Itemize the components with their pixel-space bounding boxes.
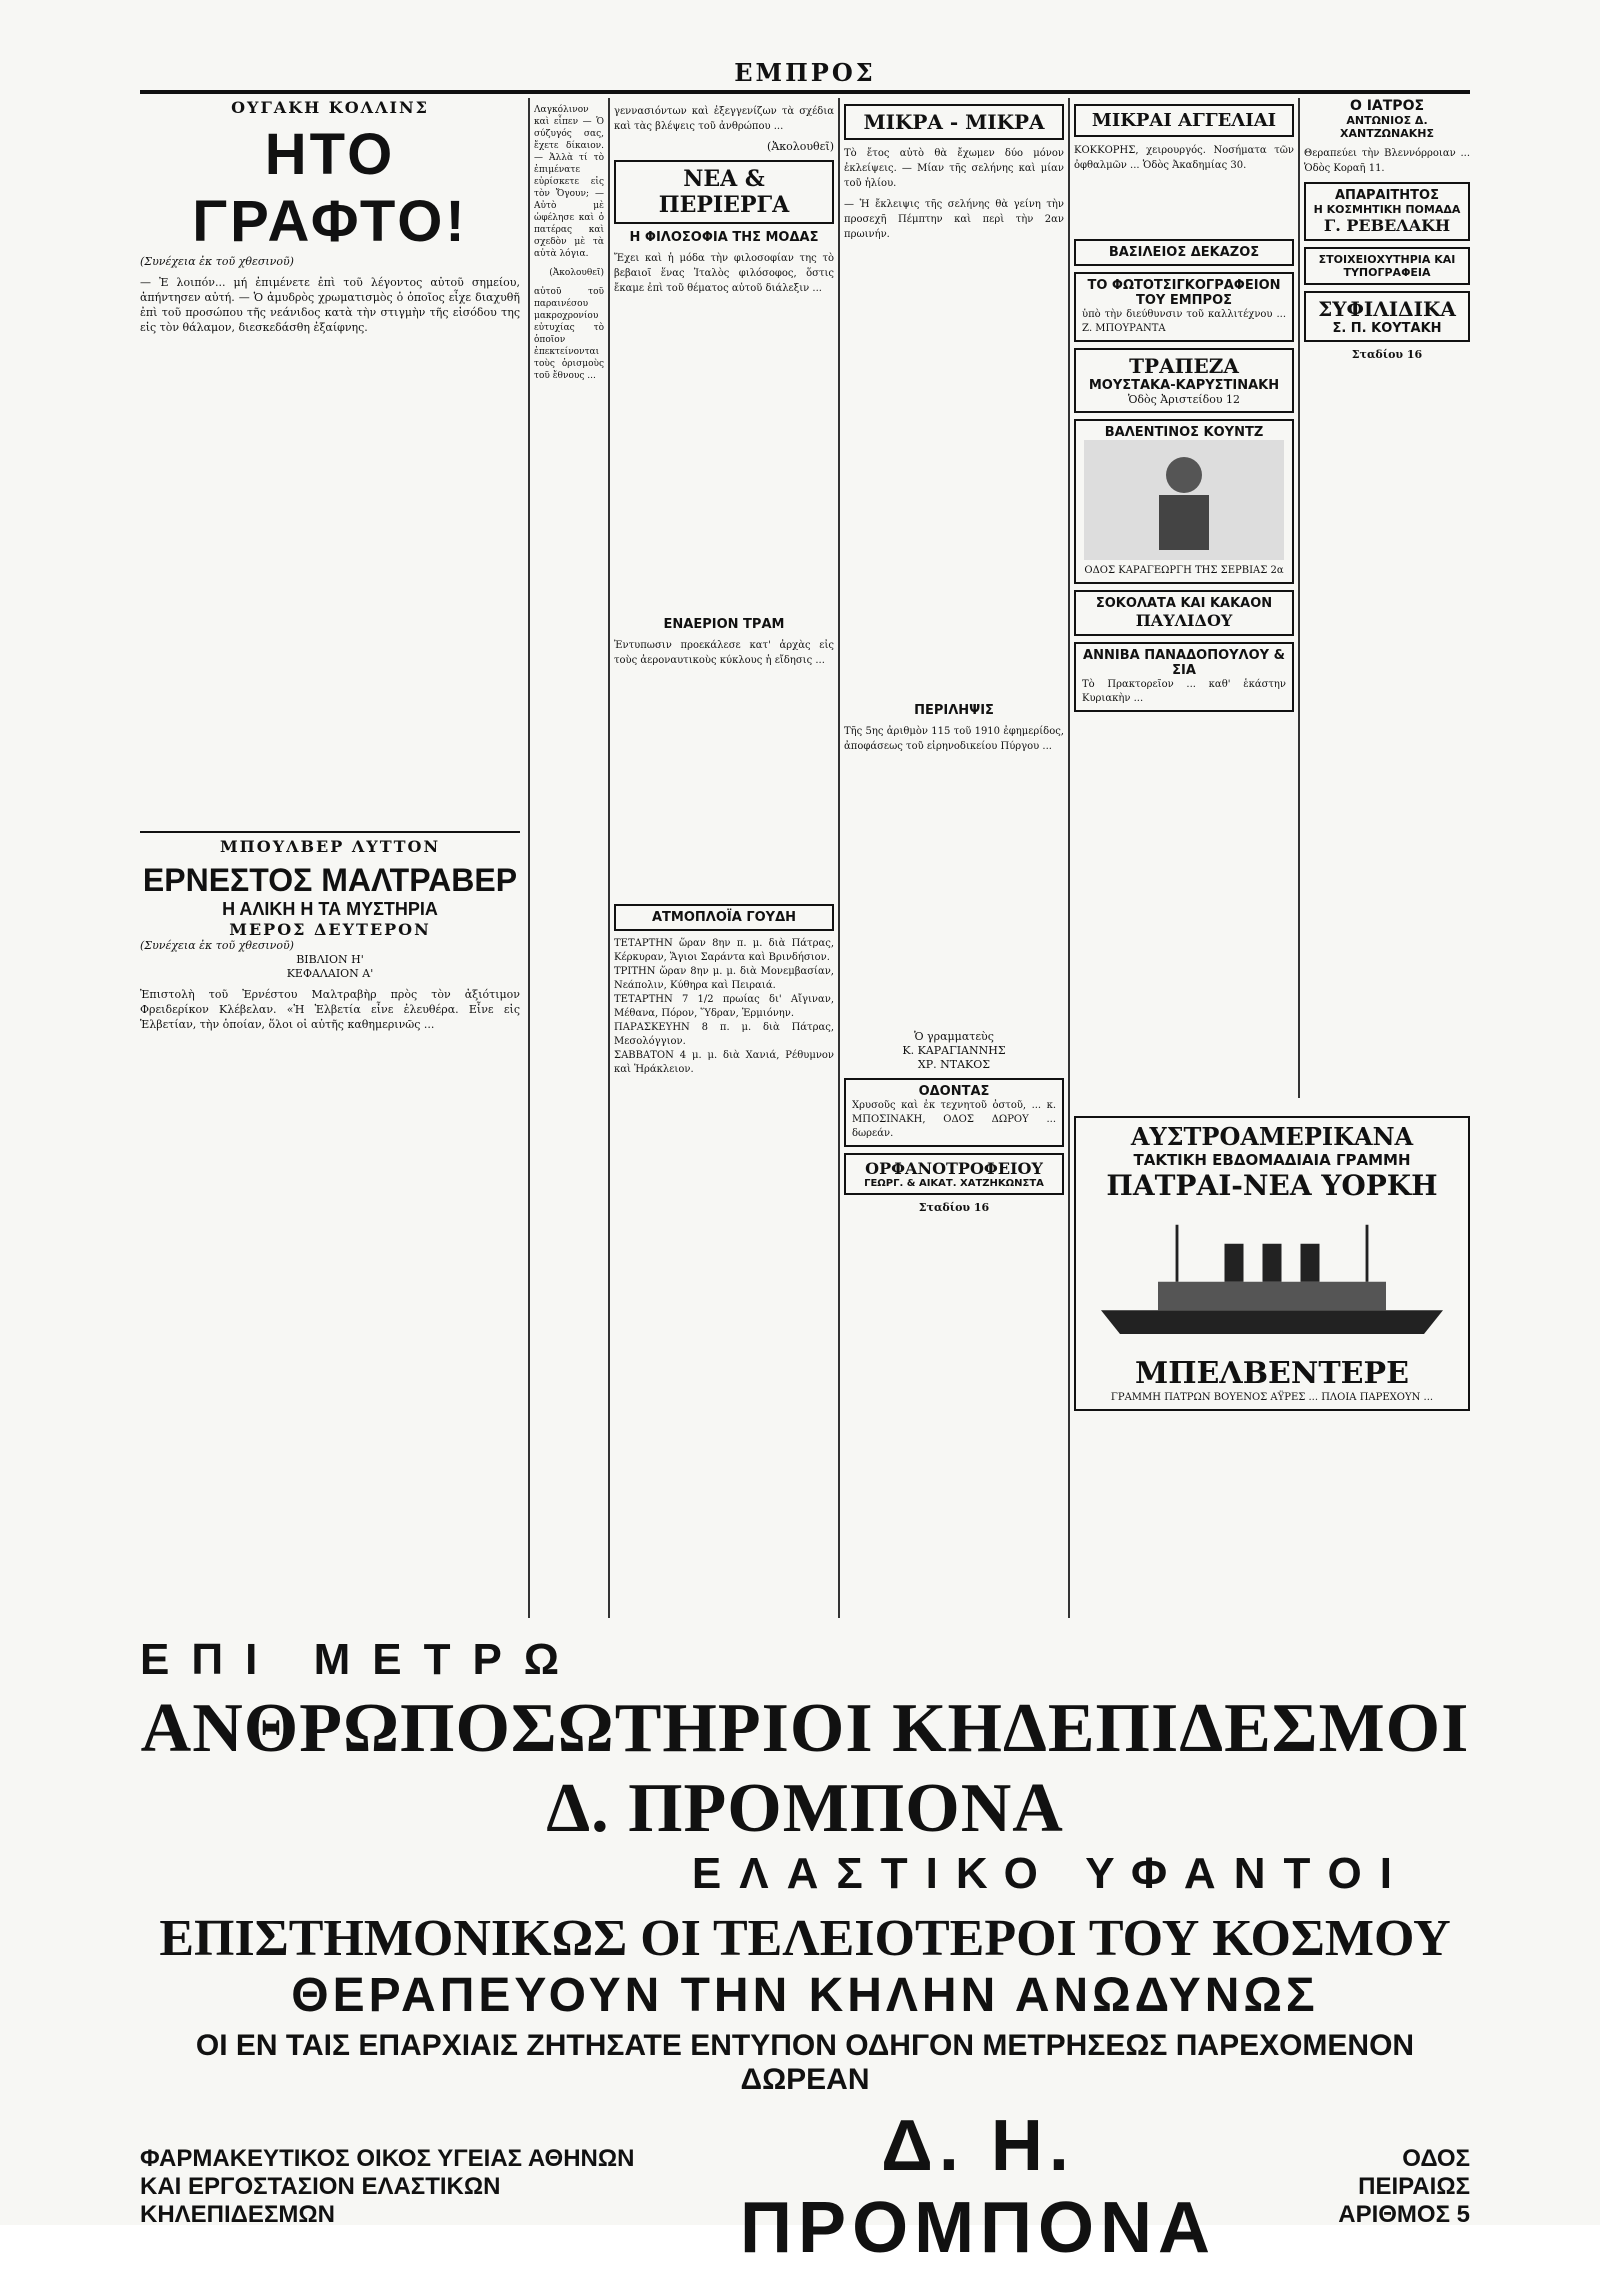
serial2-continued: (Συνέχεια ἐκ τοῦ χθεσινοῦ) (140, 939, 294, 952)
banner-line3: ΕΛΑΣΤΙΚΟ ΥΦΑΝΤΟΙ (691, 1849, 1410, 1898)
banner-factory: ΚΑΙ ΕΡΓΟΣΤΑΣΙΟΝ ΕΛΑΣΤΙΚΩΝ ΚΗΛΕΠΙΔΕΣΜΩΝ (140, 2173, 501, 2228)
orphanage-ad (844, 1153, 1064, 1195)
briefs-text2: — Ἡ ἔκλειψις τῆς σελήνης θὰ γείνη τὴν προσεχῆ Πέμπτην καὶ περὶ τὴν 2αν πρωινήν. (844, 199, 1064, 240)
orthopedic-heading: ΒΑΛΕΝΤΙΝΟΣ ΚΟΥΝΤΖ (1104, 425, 1264, 440)
column-serial-continued (534, 98, 604, 1618)
shipping-item: ΤΡΙΤΗΝ ὥραν 8ην μ. μ. διὰ Μονεμβασίαν, Νεάπολιν, Κύθηρα καὶ Πειραιά. (614, 966, 834, 991)
doctor-text: Θεραπεύει τὴν Βλεννόρροιαν ... Ὁδὸς Κοραῆ 11. (1304, 148, 1470, 174)
small-ads-heading: ΜΙΚΡΑΙ ΑΓΓΕΛΙΑΙ (1091, 110, 1277, 131)
steamship-icon (1082, 1202, 1462, 1352)
briefs-text3: Τῆς 5ης ἀριθμὸν 115 τοῦ 1910 ἐφημερίδος, ἀποφάσεως τοῦ εἰρηνοδικείου Πύργου ... (844, 726, 1064, 752)
banner-line6: ΟΙ ΕΝ ΤΑΙΣ ΕΠΑΡΧΙΑΙΣ ΖΗΤΗΣΑΤΕ ΕΝΤΥΠΟΝ ΟΔΗΓΟΝ ΜΕΤΡΗΣΕΩΣ ΠΑΡΕΧΟΜΕΝΟΝ ΔΩΡΕΑΝ (195, 2029, 1415, 2096)
signature-name: Κ. ΚΑΡΑΓΙΑΝΝΗΣ (902, 1044, 1006, 1057)
chocolate-heading: ΣΟΚΟΛΑΤΑ ΚΑΙ ΚΑΚΑΟΝ (1095, 596, 1273, 611)
serial-closing: (Ἀκολουθεῖ) (549, 268, 604, 278)
shipping-company-ad (1074, 642, 1294, 712)
column-divider (528, 98, 530, 1618)
small-ads-heading-box (1074, 104, 1294, 137)
steamship-box (1074, 1116, 1470, 1411)
column-small-ads (1074, 98, 1294, 1098)
shipping-company-heading: ΑΝΝΙΒΑ ΠΑΝΑΔΟΠΟΥΛΟΥ & ΣΙΑ (1083, 648, 1285, 678)
syphilis-ad (1304, 291, 1470, 342)
steamship-sub: ΤΑΚΤΙΚΗ ΕΒΔΟΜΑΔΙΑΙΑ ΓΡΑΜΜΗ (1133, 1151, 1411, 1169)
signature-title: Ὁ γραμματεὺς (914, 1030, 994, 1043)
banner-brand: Δ. Η. ΠΡΟΜΠΟΝΑ (740, 2106, 1217, 2268)
column-divider (608, 98, 610, 1618)
bottom-banner-ad (140, 1635, 1470, 2268)
photo-studio-heading: ΤΟ ΦΩΤΟΤΣΙΓΚΟΓΡΑΦΕΙΟΝ ΤΟΥ ΕΜΠΡΟΣ (1087, 278, 1281, 308)
banner-line5: ΘΕΡΑΠΕΥΟΥΝ ΤΗΝ ΚΗΛΗΝ ΑΝΩΔΥΝΩΣ (291, 1969, 1319, 2022)
serial-text: — Ἐ λοιπόν... μή ἐπιμένετε ἐπὶ τοῦ λέγοντος αὐτοῦ σημείου, ἀπήντησεν αὐτή. — Ὁ ἀμυδρὸς χρωματισμὸς ὁ ὁποῖος εἶχε διαχυθῆ ἐπὶ τοῦ προσώπου τῆς νεάνιδος κατὰ τὴν στιγμὴν τῆς εἰσόδου της εἰς τὸν θάλαμον, διεσκεδάσθη ἐξαίφνης. (140, 276, 520, 334)
pomade-heading: ΑΠΑΡΑΙΤΗΤΟΣ (1335, 188, 1439, 203)
steamship-name: ΜΠΕΛΒΕΝΤΕΡΕ (1135, 1356, 1409, 1391)
masthead-rule (140, 90, 1470, 94)
serial-author: ΟΥΓΑΚΗ ΚΟΛΛΙΝΣ (231, 98, 429, 117)
dental-heading: ΟΔΟΝΤΑΣ (918, 1084, 990, 1099)
bank-address: Ὁδὸς Ἀριστείδου 12 (1127, 393, 1241, 406)
dekazos-heading: ΒΑΣΙΛΕΙΟΣ ΔΕΚΑΖΟΣ (1108, 245, 1260, 260)
column-divider (838, 98, 840, 1618)
serial2-part: ΜΕΡΟΣ ΔΕΥΤΕΡΟΝ (229, 920, 431, 939)
stadium-address: Σταδίου 16 (918, 1201, 990, 1214)
news-text3: Ἐντυπωσιν προεκάλεσε κατ' ἀρχὰς εἰς τοὺς ἀεροναυτικοὺς κύκλους ἡ εἴδησις ... (614, 640, 834, 666)
briefs-text1: Τὸ ἔτος αὐτὸ θὰ ἔχωμεν δύο μόνον ἐκλείψεις. — Μίαν τῆς σελήνης καὶ μίαν τοῦ ἡλίου. (844, 148, 1064, 189)
doctor-heading: Ο ΙΑΤΡΟΣ (1349, 98, 1425, 114)
shipping-item: ΣΑΒΒΑΤΟΝ 4 μ. μ. διὰ Χανιά, Ρέθυμνον καὶ Ἡράκλειον. (614, 1050, 834, 1075)
dental-ad (844, 1078, 1064, 1147)
portrait-icon (1082, 440, 1286, 560)
syphilis-doctor: Σ. Π. ΚΟΥΤΑΚΗ (1332, 321, 1442, 336)
typefoundry-heading: ΣΤΟΙΧΕΙΟΧΥΤΗΡΙΑ ΚΑΙ ΤΥΠΟΓΡΑΦΕΙΑ (1318, 253, 1456, 279)
serial2-text: Ἐπιστολὴ τοῦ Ἐρνέστου Μαλτραβὴρ πρὸς τὸν ἀξιότιμον Φρειδερίκον Κλέβελαν. «Ἡ Ἑλβετία εἶνε ἐλευθέρα. Εἶνε εἰς Ἑλβετίαν, τὴν ὁποίαν, ὅλοι οἱ αὐτῆς καθημερινῶς ... (140, 988, 520, 1031)
banner-pharmacy: ΦΑΡΜΑΚΕΥΤΙΚΟΣ ΟΙΚΟΣ ΥΓΕΙΑΣ ΑΘΗΝΩΝ (140, 2145, 635, 2172)
chocolate-ad (1074, 590, 1294, 636)
serial2-continued-text: αὐτοῦ τοῦ παραινέσου μακροχρονίου εὐτυχίας τὸ ὁποῖον ἐπεκτείνονται τοὺς ὀρισμοὺς τοῦ ἔθνους ... (534, 287, 604, 381)
serial2-title: ΕΡΝΕΣΤΟΣ ΜΑΛΤΡΑΒΕΡ (142, 862, 518, 898)
serial-title: ΗΤΟ ΓΡΑΦΤΟ! (192, 122, 468, 254)
masthead: ΕΜΠΡΟΣ (734, 58, 876, 87)
steamship-ad (1074, 1110, 1470, 1620)
news-heading: ΝΕΑ & ΠΕΡΙΕΡΓΑ (658, 166, 790, 218)
banner-street: ΟΔΟΣ ΠΕΙΡΑΙΩΣ (1358, 2145, 1470, 2200)
briefs-sub1: ΠΕΡΙΛΗΨΙΣ (914, 703, 994, 718)
dekazos-ad (1074, 239, 1294, 266)
dental-text: Χρυσοῦς καὶ ἐκ τεχνητοῦ ὀστοῦ, ... κ. ΜΠΟΣΙΝΑΚΗ, ΟΔΟΣ ΔΩΡΟΥ ... δωρεάν. (852, 1100, 1056, 1139)
serial-continued-text: Λαγκόλινον καὶ εἶπεν — Ὁ σύζυγός σας, ἔχετε δίκαιον. — Ἀλλὰ τί τὸ ἐπιμένατε εὐρίσκετε εἰς τὸν Ὄγουν; — Αὐτὸ μὲ ὠφέλησε καὶ ὁ πατέρας καὶ σχεδὸν μὲ τὰ αὐτὰ λόγια. (534, 105, 604, 259)
banner-left (140, 2145, 658, 2229)
banner-line4: ΕΠΙΣΤΗΜΟΝΙΚΩΣ ΟΙ ΤΕΛΕΙΟΤΕΡΟΙ ΤΟΥ ΚΟΣΜΟΥ (159, 1910, 1451, 1967)
news-lead-text: γεννασιόντων καὶ ἐξεγγενίζων τὰ σχέδια καὶ τὰς βλέψεις τοῦ ἀνθρώπου ... (614, 106, 834, 132)
briefs-heading-box (844, 104, 1064, 140)
news-closing: (Ἀκολουθεῖ) (767, 140, 834, 153)
pomade-brand: Γ. ΡΕΒΕΛΑΚΗ (1323, 216, 1451, 235)
bank-ad (1074, 348, 1294, 413)
serial2-book: ΒΙΒΛΙΟΝ Η' (296, 953, 364, 966)
column-news (614, 98, 834, 1618)
syphilis-heading: ΣΥΦΙΛΙΔΙΚΑ (1318, 297, 1456, 321)
shipping-box (614, 904, 834, 931)
serial2-subtitle: Η ΑΛΙΚΗ Η ΤΑ ΜΥΣΤΗΡΙΑ (222, 899, 438, 919)
column-serial-novels (140, 98, 520, 1618)
serial-continued: (Συνέχεια ἐκ τοῦ χθεσινοῦ) (140, 255, 294, 268)
column-divider (1298, 98, 1300, 1098)
news-text2: Ἔχει καὶ ἡ μόδα τὴν φιλοσοφίαν της τὸ βεβαιοῖ ἕνας Ἰταλὸς φιλόσοφος, ὅστις ἔκαμε ἐπὶ τοῦ θέματος αὐτοῦ διάλεξιν ... (614, 253, 834, 294)
shipping-item: ΤΕΤΑΡΤΗΝ ὥραν 8ην π. μ. διὰ Πάτρας, Κέρκυραν, Ἅγιοι Σαράντα καὶ Βρινδήσιον. (614, 938, 834, 963)
photo-studio-ad (1074, 272, 1294, 342)
bank-heading: ΤΡΑΠΕΖΑ (1129, 354, 1239, 378)
shipping-item: ΠΑΡΑΣΚΕΥΗΝ 8 π. μ. διὰ Πάτρας, Μεσολόγγιον. (614, 1022, 834, 1047)
orphanage-sub: ΓΕΩΡΓ. & ΑΙΚΑΤ. ΧΑΤΖΗΚΩΝΣΤΑ (864, 1178, 1044, 1189)
typefoundry-ad (1304, 247, 1470, 285)
chocolate-sub: ΠΑΥΛΙΔΟΥ (1135, 611, 1233, 630)
orphanage-heading: ΟΡΦΑΝΟΤΡΟΦΕΙΟΥ (865, 1159, 1043, 1178)
photo-studio-text: ὑπὸ τὴν διεύθυνσιν τοῦ καλλιτέχνου ... Ζ. ΜΠΟΥΡΑΝΤΑ (1082, 309, 1286, 334)
doctor-name: ΑΝΤΩΝΙΟΣ Δ. ΧΑΝΤΖΩΝΑΚΗΣ (1340, 114, 1434, 140)
pomade-sub: Η ΚΟΣΜΗΤΙΚΗ ΠΟΜΑΔΑ (1313, 203, 1461, 216)
serial2-author: ΜΠΟΥΛΒΕΡ ΛΥΤΤΟΝ (140, 831, 520, 856)
news-sub1: Η ΦΙΛΟΣΟΦΙΑ ΤΗΣ ΜΟΔΑΣ (629, 230, 819, 245)
column-briefs (844, 98, 1064, 1618)
steamship-route: ΠΑΤΡΑΙ-ΝΕΑ ΥΟΡΚΗ (1106, 1169, 1438, 1202)
banner-right (1298, 2145, 1470, 2229)
orthopedic-address: ΟΔΟΣ ΚΑΡΑΓΕΩΡΓΗ ΤΗΣ ΣΕΡΒΙΑΣ 2α (1084, 565, 1284, 576)
serial2-chapter: ΚΕΦΑΛΑΙΟΝ Α' (286, 967, 374, 980)
briefs-heading: ΜΙΚΡΑ - ΜΙΚΡΑ (863, 110, 1045, 134)
news-sub2: ΕΝΑΕΡΙΟΝ ΤΡΑΜ (663, 617, 785, 632)
news-heading-box (614, 160, 834, 224)
banner-footer-row (140, 2105, 1470, 2269)
steamship-title: ΑΥΣΤΡΟΑΜΕΡΙΚΑΝΑ (1130, 1122, 1414, 1151)
bank-sub: ΜΟΥΣΤΑΚΑ-ΚΑΡΥΣΤΙΝΑΚΗ (1088, 378, 1280, 393)
banner-line2: ΑΝΘΡΩΠΟΣΩΤΗΡΙΟΙ ΚΗΔΕΠΙΔΕΣΜΟΙ Δ. ΠΡΟΜΠΟΝΑ (140, 1690, 1470, 1847)
shipping-company-text: Τὸ Πρακτορεῖον ... καθ' ἑκάστην Κυριακὴν ... (1082, 679, 1286, 704)
signature-name2: ΧΡ. ΝΤΑΚΟΣ (917, 1058, 991, 1071)
steamship-text: ΓΡΑΜΜΗ ΠΑΤΡΩΝ ΒΟΥΕΝΟΣ ΑΫΡΕΣ ... ΠΛΟΙΑ ΠΑΡΕΧΟΥΝ ... (1110, 1392, 1434, 1403)
shipping-heading: ΑΤΜΟΠΛΟΪΑ ΓΟΥΔΗ (651, 910, 797, 925)
column-divider (1068, 98, 1070, 1618)
column-medical-ads (1304, 98, 1470, 1098)
shipping-item: ΤΕΤΑΡΤΗΝ 7 1/2 πρωίας δι' Αἴγιναν, Μέθανα, Πόρον, Ὕδραν, Ἑρμιόνην. (614, 994, 834, 1019)
pomade-ad (1304, 182, 1470, 241)
small-ads-text: ΚΟΚΚΟΡΗΣ, χειρουργός. Νοσήματα τῶν ὀφθαλμῶν ... Ὁδὸς Ἀκαδημίας 30. (1074, 145, 1294, 171)
orthopedic-ad (1074, 419, 1294, 584)
stadium-address-2: Σταδίου 16 (1351, 348, 1423, 361)
banner-number: ΑΡΙΘΜΟΣ 5 (1338, 2201, 1470, 2228)
banner-line1: ΕΠΙ ΜΕΤΡΩ (140, 1635, 582, 1684)
